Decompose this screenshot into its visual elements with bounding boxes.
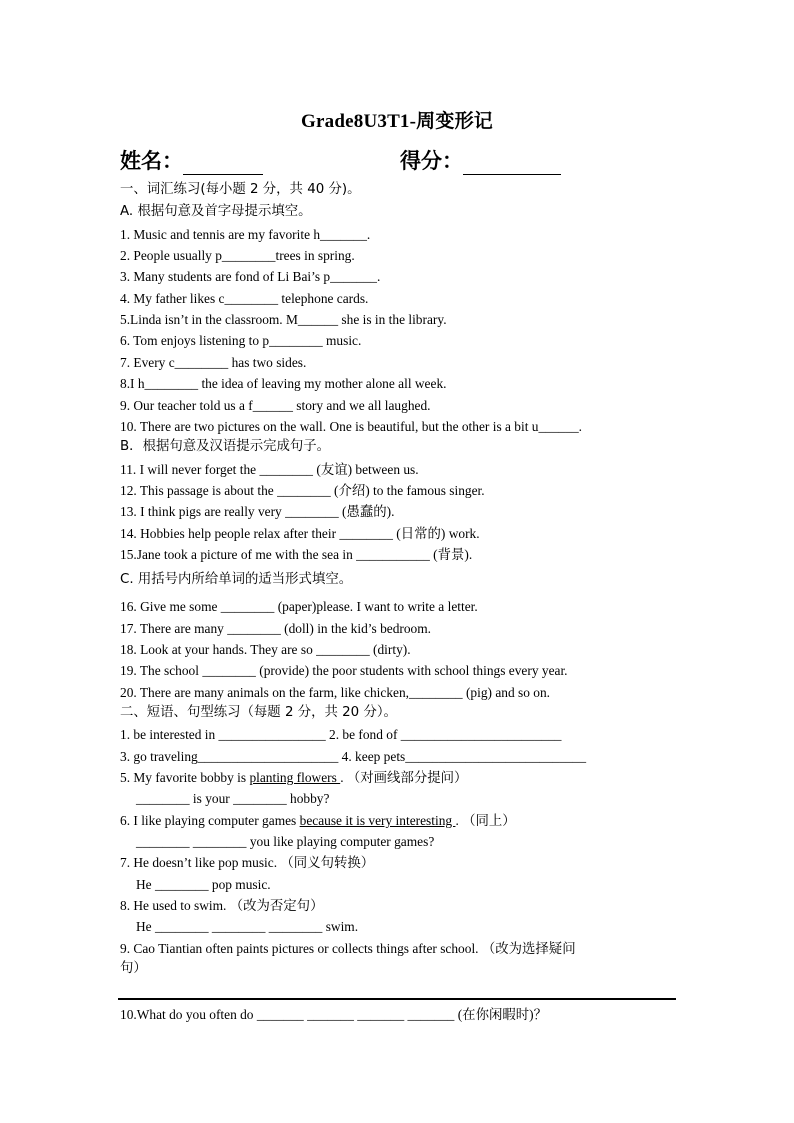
partA-item: 8.I h________ the idea of leaving my mother alone all week. (120, 376, 447, 391)
section2-item (120, 769, 467, 787)
partA-item: 7. Every c________ has two sides. (120, 355, 307, 370)
partA-item: 9. Our teacher told us a f______ story and we all laughed. (120, 398, 431, 413)
partA-item: 2. People usually p________trees in spring. (120, 248, 355, 263)
underlined-phrase: planting flowers (249, 770, 341, 785)
section2-item: 7. He doesn’t like pop music. （同义句转换） (120, 855, 375, 870)
partA-item: 3. Many students are fond of Li Bai’s p_______. (120, 269, 381, 284)
partC-item: 20. There are many animals on the farm, like chicken,________ (pig) and so on. (120, 685, 550, 700)
section2-item: 9. Cao Tiantian often paints pictures or collects things after school. （改为选择疑问 (120, 941, 576, 956)
item-suffix: . （同上） (455, 813, 516, 828)
name-score-row (120, 145, 680, 175)
item-suffix: . （对画线部分提问） (340, 770, 468, 785)
score-field[interactable] (400, 145, 561, 175)
partC-item: 18. Look at your hands. They are so ________ (dirty). (120, 642, 411, 657)
section1-heading: 一、词汇练习(每小题 2 分，共 40 分)。 (120, 182, 361, 197)
partB-heading: B．根据句意及汉语提示完成句子。 (120, 439, 331, 454)
section2-item: ________ is your ________ hobby? (136, 791, 330, 806)
section2-heading: 二、短语、句型练习（每题 2 分，共 20 分）。 (120, 705, 397, 720)
score-blank[interactable] (463, 152, 561, 175)
score-label: 得分： (400, 149, 463, 173)
partA-item: 4. My father likes c________ telephone cards. (120, 291, 369, 306)
section2-item (120, 812, 516, 830)
section2-item-10: 10.What do you often do _______ _______ _______ _______ (在你闲暇时)？ (120, 1007, 547, 1022)
partB-item: 13. I think pigs are really very ________ (愚蠢的). (120, 504, 395, 519)
section2-item: He ________ pop music. (136, 877, 271, 892)
section2-item: 1. be interested in ________________ 2. be fond of ________________________ (120, 727, 562, 742)
partC-item: 16. Give me some ________ (paper)please. I want to write a letter. (120, 599, 478, 614)
partB-item: 15.Jane took a picture of me with the sea in ___________ (背景). (120, 547, 473, 562)
item-prefix: 6. I like playing computer games (120, 813, 300, 828)
section2-item: 3. go traveling_____________________ 4. keep pets___________________________ (120, 749, 587, 764)
section2-item: 8. He used to swim. （改为否定句） (120, 898, 324, 913)
partB-item: 12. This passage is about the ________ (介绍) to the famous singer. (120, 483, 485, 498)
partA-item: 6. Tom enjoys listening to p________ music. (120, 333, 362, 348)
name-field[interactable] (120, 145, 263, 175)
name-blank[interactable] (183, 152, 263, 175)
partC-item: 19. The school ________ (provide) the poor students with school things every year. (120, 663, 568, 678)
partA-item: 10. There are two pictures on the wall. One is beautiful, but the other is a bit u______. (120, 419, 582, 434)
underlined-phrase: because it is very interesting (299, 813, 456, 828)
partB-item: 11. I will never forget the ________ (友谊) between us. (120, 462, 419, 477)
section2-item: He ________ ________ ________ swim. (136, 919, 359, 934)
partA-heading: A. 根据句意及首字母提示填空。 (120, 204, 312, 219)
worksheet-title: Grade8U3T1-周变形记 (301, 111, 493, 132)
partA-item: 5.Linda isn’t in the classroom. M______ she is in the library. (120, 312, 447, 327)
partC-heading: C. 用括号内所给单词的适当形式填空。 (120, 572, 353, 587)
partB-item: 14. Hobbies help people relax after their ________ (日常的) work. (120, 526, 480, 541)
partC-item: 17. There are many ________ (doll) in the kid’s bedroom. (120, 621, 432, 636)
section2-item: ________ ________ you like playing computer games? (136, 834, 435, 849)
page-divider (118, 998, 676, 1000)
item-prefix: 5. My favorite bobby is (120, 770, 250, 785)
section2-item: 句） (120, 961, 147, 976)
partA-item: 1. Music and tennis are my favorite h_______. (120, 227, 371, 242)
name-label: 姓名： (120, 149, 183, 173)
